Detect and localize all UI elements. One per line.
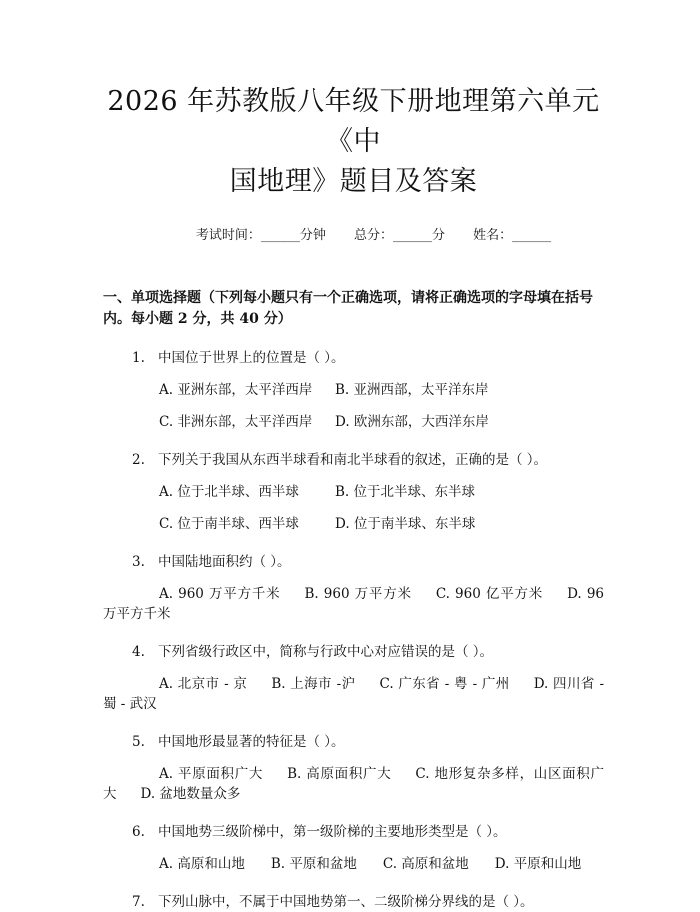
option-a: A. 高原和山地 [159,856,245,872]
option-c: C. 位于南半球、西半球 [159,516,299,532]
exam-time-field: 考试时间：______分钟 [195,228,326,243]
option-a: A. 960 万平方千米 [159,586,281,602]
question-number: 4. [132,644,145,660]
question-6 [103,822,604,842]
option-d: D. 四川省 - 蜀 - 武汉 [103,676,605,712]
document-title [103,0,604,202]
question-3 [103,552,604,572]
exam-info [103,226,604,246]
title-line-1: 2026 年苏教版八年级下册地理第六单元《中 [107,86,600,157]
options-row [103,854,604,874]
options-row [103,412,604,432]
section-heading: 一、单项选择题（下列每小题只有一个正确选项，请将正确选项的字母填在括号内。每小题 2 分，共 40 分） [103,290,593,327]
question-number: 3. [132,554,145,570]
option-c: C. 地形复杂多样，山区面积广大 [103,766,604,802]
option-c: C. 广东省 - 粤 - 广州 [379,676,510,692]
options-block [103,764,604,804]
title-line-2: 国地理》题目及答案 [229,166,478,197]
question-number: 7. [132,894,145,910]
question-stem: 下列省级行政区中，简称与行政中心对应错误的是（ ）。 [158,644,494,660]
options-row [103,514,604,534]
question-7 [103,892,604,912]
question-stem: 下列山脉中，不属于中国地势第一、二级阶梯分界线的是（ ）。 [158,894,534,910]
question-number: 6. [132,824,145,840]
options-row [103,482,604,502]
question-stem: 中国地势三级阶梯中，第一级阶梯的主要地形类型是（ ）。 [158,824,507,840]
option-d: D. 96 万平方千米 [103,586,604,622]
option-b: B. 平原和盆地 [270,856,357,872]
option-b: B. 位于北半球、东半球 [335,484,476,500]
option-b: B. 960 万平方米 [304,586,412,602]
option-c: C. 高原和盆地 [382,856,469,872]
option-c: C. 960 亿平方米 [435,586,544,602]
options-row [103,380,604,400]
option-d: D. 欧洲东部，大西洋东岸 [335,414,489,430]
question-stem: 中国地形最显著的特征是（ ）。 [158,734,345,750]
option-a: A. 平原面积广大 [159,766,264,782]
total-score-field: 总分：______分 [353,228,445,243]
options-block [103,584,604,624]
student-name-field: 姓名：______ [473,228,552,243]
option-a: A. 位于北半球、西半球 [159,484,299,500]
question-5 [103,732,604,752]
option-a: A. 北京市 - 京 [159,676,248,692]
option-a: A. 亚洲东部，太平洋西岸 [159,382,313,398]
question-stem: 中国位于世界上的位置是（ ）。 [158,350,345,366]
question-number: 1. [132,350,145,366]
option-d: D. 位于南半球、东半球 [335,516,476,532]
question-1 [103,348,604,368]
option-b: B. 高原面积广大 [287,766,392,782]
question-number: 5. [132,734,145,750]
option-c: C. 非洲东部，太平洋西岸 [159,414,313,430]
question-stem: 下列关于我国从东西半球看和南北半球看的叙述，正确的是（ ）。 [158,452,548,468]
question-2 [103,450,604,470]
question-stem: 中国陆地面积约（ ）。 [158,554,291,570]
option-d: D. 平原和山地 [494,856,582,872]
question-number: 2. [132,452,145,468]
options-block [103,674,604,714]
question-4 [103,642,604,662]
option-d: D. 盆地数量众多 [140,786,241,802]
option-b: B. 亚洲西部，太平洋东岸 [335,382,489,398]
option-b: B. 上海市 -沪 [271,676,356,692]
